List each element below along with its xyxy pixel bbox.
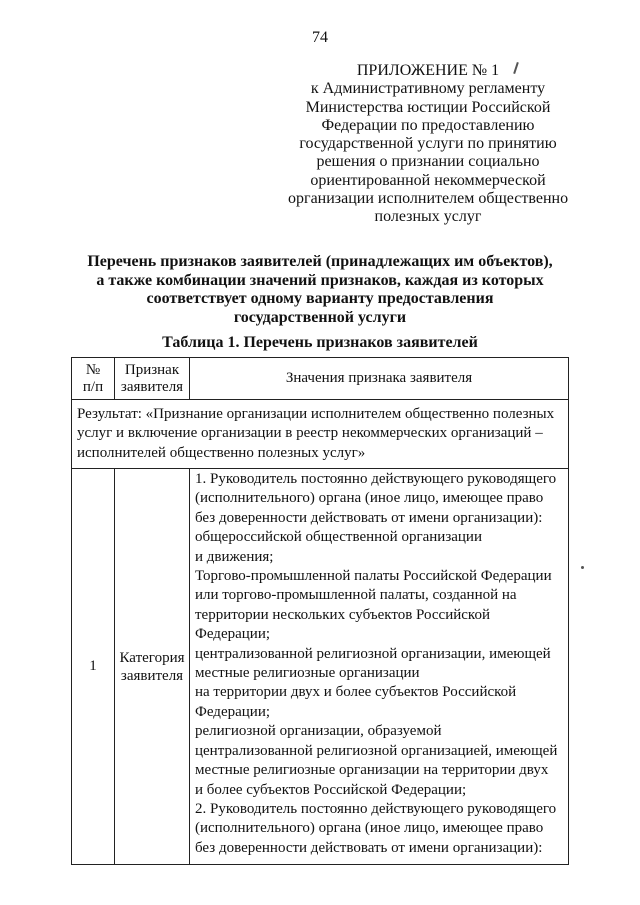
value-line: Федерации;	[195, 626, 271, 643]
header-num-line: №	[85, 361, 101, 378]
appendix-line: Федерации по предоставлению	[321, 116, 535, 134]
result-line: исполнителей общественно полезных услуг»	[77, 444, 366, 461]
value-line: (исполнительного) органа (иное лицо, имеющее право	[195, 490, 544, 507]
row-value-cell	[190, 469, 569, 865]
title-line: Перечень признаков заявителей (принадлежащих им объектов),	[87, 253, 553, 270]
header-num-cell	[72, 358, 115, 400]
appendix-line: Министерства юстиции Российской	[305, 98, 551, 116]
appendix-line: ориентированной некоммерческой	[310, 171, 546, 189]
value-line: без доверенности действовать от имени организации):	[195, 509, 543, 526]
value-line: 1. Руководитель постоянно действующего руководящего	[195, 471, 557, 487]
appendix-header	[288, 62, 568, 227]
table-header-row	[72, 358, 569, 400]
row-num-cell: 1	[72, 469, 115, 865]
header-sign-line: заявителя	[120, 378, 184, 395]
page-number: 74	[312, 29, 328, 46]
value-line: Торгово-промышленной палаты Российской Федерации	[195, 568, 552, 585]
appendix-line: решения о признании социально	[316, 153, 540, 171]
appendix-line: государственной услуги по принятию	[299, 135, 557, 153]
row-sign-cell	[115, 469, 190, 865]
result-line: услуг и включение организации в реестр некоммерческих организаций –	[77, 425, 543, 442]
scan-dot-mark	[581, 566, 584, 569]
value-line: (исполнительного) органа (иное лицо, имеющее право	[195, 820, 544, 837]
value-line: 2. Руководитель постоянно действующего руководящего	[195, 800, 557, 817]
appendix-line: полезных услуг	[374, 208, 482, 226]
header-value-cell: Значения признака заявителя	[190, 358, 569, 400]
value-line: территории нескольких субъектов Российской	[195, 606, 490, 623]
table-row	[72, 469, 569, 865]
title-line: государственной услуги	[233, 308, 407, 326]
document-title	[60, 253, 580, 327]
row-sign-line: Категория	[119, 649, 185, 666]
value-line: централизованной религиозной организацией, имеющей	[195, 742, 558, 759]
value-line: централизованной религиозной организации, имеющей	[195, 645, 551, 662]
value-line: местные религиозные организации на территории двух	[195, 762, 549, 779]
value-line: местные религиозные организации	[195, 665, 420, 682]
value-line: без доверенности действовать от имени организации):	[195, 839, 543, 856]
applicant-signs-table	[71, 357, 569, 865]
value-line: на территории двух и более субъектов Российской	[195, 684, 517, 701]
value-line: и движения;	[195, 548, 274, 565]
result-row	[72, 400, 569, 469]
result-cell	[72, 400, 569, 469]
appendix-line: ПРИЛОЖЕНИЕ № 1	[356, 62, 500, 79]
row-sign-line: заявителя	[120, 667, 184, 684]
title-line: а также комбинации значений признаков, каждая из которых	[96, 271, 544, 289]
value-line: общероссийской общественной организации	[195, 529, 482, 546]
appendix-line: организации исполнителем общественно	[288, 190, 569, 208]
value-line: или торгово-промышленной палаты, созданной на	[195, 587, 517, 604]
table-caption: Таблица 1. Перечень признаков заявителей	[162, 334, 478, 351]
value-line: и более субъектов Российской Федерации;	[195, 781, 467, 798]
appendix-line: к Административному регламенту	[310, 80, 546, 98]
header-sign-line: Признак	[124, 361, 180, 378]
value-line: Федерации;	[195, 703, 271, 720]
header-num-line: п/п	[82, 378, 104, 395]
result-line: Результат: «Признание организации исполнителем общественно полезных	[77, 405, 555, 422]
value-line: религиозной организации, образуемой	[195, 723, 442, 740]
header-sign-cell	[115, 358, 190, 400]
title-line: соответствует одному варианту предоставления	[146, 290, 494, 307]
